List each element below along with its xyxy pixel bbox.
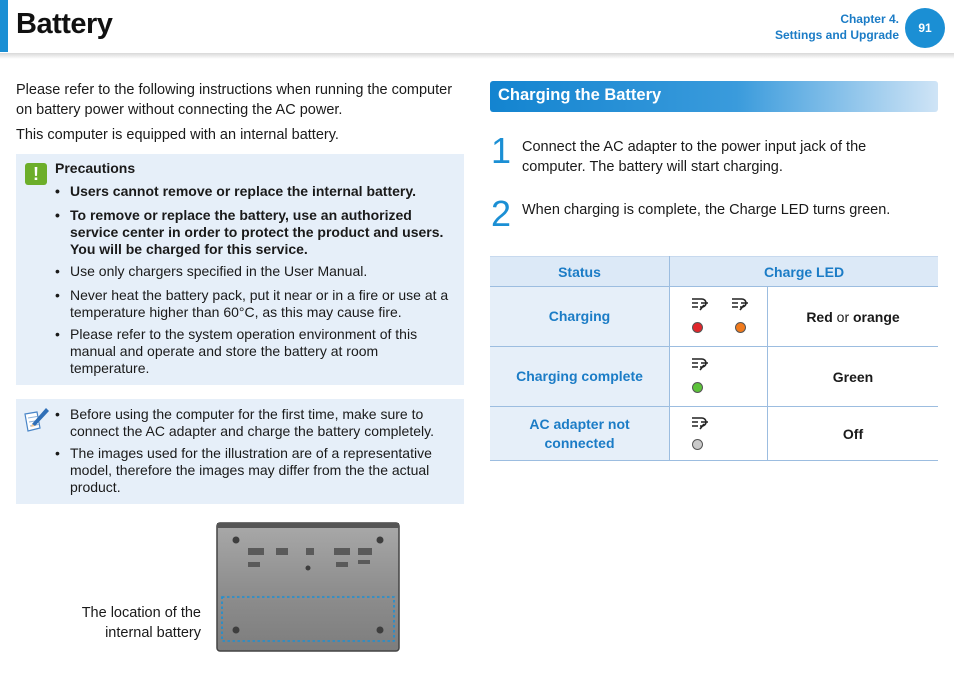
table-row [490, 287, 938, 347]
step-number: 2 [491, 193, 512, 234]
note-item: • Before using the computer for the first time, make sure to connect the AC adapter and charge the battery completely. [55, 406, 434, 439]
charge-led-icon [690, 296, 710, 312]
charge-led-table [490, 256, 938, 461]
status-cell: Charging complete [490, 347, 670, 407]
step-text: Connect the AC adapter to the power input jack of the computer. The battery will start charging. [522, 139, 867, 175]
table-row [490, 347, 938, 407]
charge-led-icon [690, 415, 710, 431]
step-number: 1 [491, 130, 512, 171]
led-icon-cell [670, 287, 768, 347]
chapter-number: Chapter 4. [840, 12, 899, 26]
precautions-title: Precautions [55, 160, 136, 176]
chapter-label [775, 11, 899, 43]
table-row [490, 407, 938, 461]
column-header-status: Status [490, 257, 670, 287]
precaution-item: • Use only chargers specified in the User Manual. [55, 263, 368, 279]
page-number-badge: 91 [905, 8, 945, 48]
led-off-icon [692, 439, 703, 450]
warning-icon: ! [25, 163, 47, 185]
precaution-item: • To remove or replace the battery, use an authorized service center in order to protect the product and users. You will be charged for this service. [55, 207, 444, 257]
led-green-icon [692, 382, 703, 393]
column-header-charge-led: Charge LED [670, 257, 939, 287]
title-accent-bar [0, 0, 8, 52]
table-header-row [490, 257, 938, 287]
status-cell: AC adapter not connected [490, 407, 670, 461]
precaution-item: • Never heat the battery pack, put it near or in a fire or use at a temperature higher than 60°C, as this may cause fire. [55, 287, 449, 320]
led-icon-cell [670, 407, 768, 461]
precaution-item: • Users cannot remove or replace the internal battery. [55, 183, 416, 199]
laptop-bottom-image [216, 522, 400, 652]
intro-paragraph: Please refer to the following instructions when running the computer on battery power without connecting the AC power. [16, 82, 453, 118]
note-item: • The images used for the illustration are of a representative model, therefore the images may differ from the the actual product. [55, 445, 432, 495]
chapter-name: Settings and Upgrade [774, 28, 899, 42]
charge-led-icon [690, 356, 710, 372]
section-title: Charging the Battery [498, 86, 662, 104]
status-cell: Charging [490, 287, 670, 347]
led-red-icon [692, 322, 703, 333]
charge-led-icon [730, 296, 750, 312]
header-divider [0, 53, 954, 59]
figure-caption: The location of the internal battery [81, 605, 201, 641]
pencil-note-icon [22, 404, 50, 434]
led-description-cell: Red or orange [768, 287, 939, 347]
intro-paragraph-2: This computer is equipped with an internal battery. [16, 127, 339, 143]
led-description-cell: Off [768, 407, 939, 461]
page-title: Battery [16, 8, 113, 40]
led-orange-icon [735, 322, 746, 333]
step-text: When charging is complete, the Charge LED turns green. [522, 202, 891, 218]
led-description-cell: Green [768, 347, 939, 407]
precaution-item: • Please refer to the system operation environment of this manual and operate and store the battery at room temperature. [55, 326, 418, 376]
led-icon-cell [670, 347, 768, 407]
